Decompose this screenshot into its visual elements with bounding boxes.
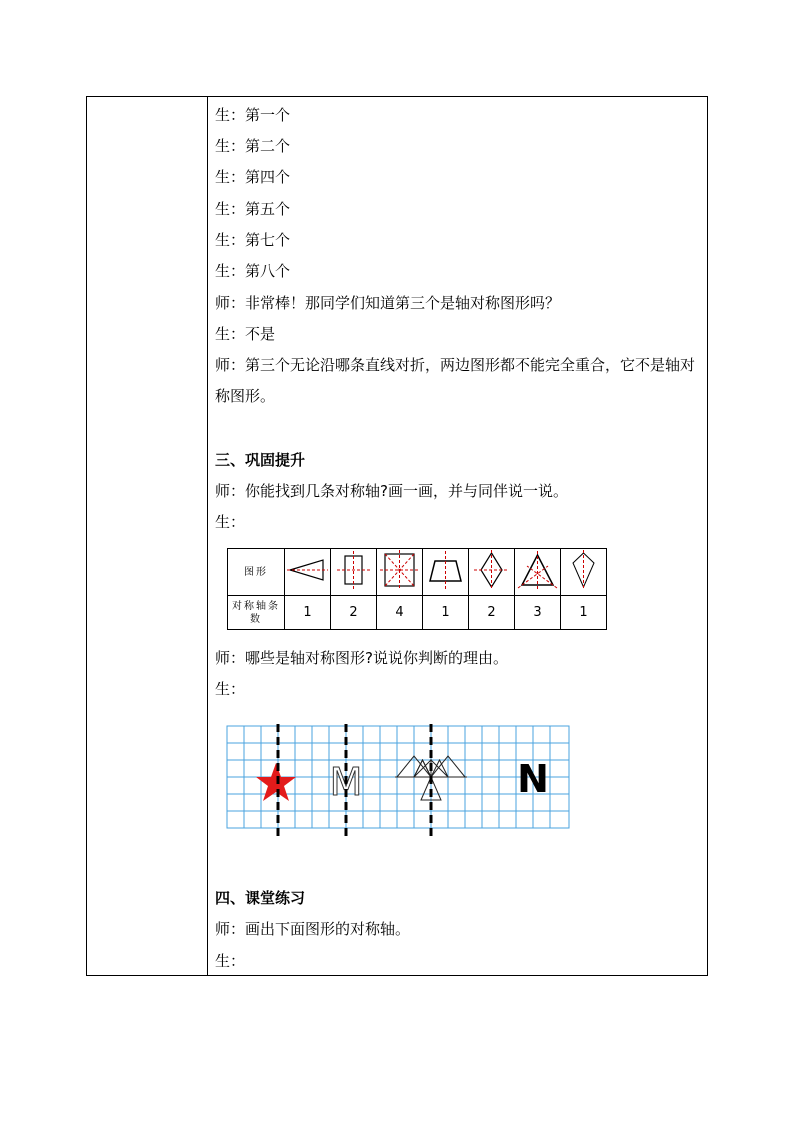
dialogue-line: 生：第二个 (215, 137, 291, 155)
table-cell-count: 2 (469, 596, 515, 630)
equilateral-triangle-icon (515, 549, 560, 591)
table-cell-count: 4 (377, 596, 423, 630)
student-answer: 生： (215, 680, 246, 698)
table-cell-shape (561, 549, 607, 596)
letter-m: M (329, 760, 363, 804)
table-cell-shape (469, 549, 515, 596)
trapezoid-icon (423, 549, 468, 591)
rhombus-icon (469, 549, 514, 591)
table-cell-shape (377, 549, 423, 596)
kite-icon (561, 549, 606, 591)
column-divider (207, 97, 208, 975)
section-heading-3: 三、巩固提升 (215, 451, 306, 469)
teacher-question: 师：哪些是轴对称图形?说说你判断的理由。 (215, 649, 508, 667)
teacher-question: 师：画出下面图形的对称轴。 (215, 920, 411, 938)
table-cell-count: 1 (423, 596, 469, 630)
table-cell-count: 2 (331, 596, 377, 630)
dialogue-line: 生：第一个 (215, 106, 291, 124)
dialogue-line: 生：第八个 (215, 262, 291, 280)
table-cell-count: 3 (515, 596, 561, 630)
rectangle-icon (331, 549, 376, 591)
table-cell-shape (515, 549, 561, 596)
symmetry-axes-table (227, 548, 607, 630)
square-icon (377, 549, 422, 591)
table-cell-shape (285, 549, 331, 596)
dialogue-line: 生：第七个 (215, 231, 291, 249)
table-label-axis-count: 对称轴条数 (228, 596, 285, 630)
table-cell-shape (423, 549, 469, 596)
triangle-arrow-icon (285, 549, 330, 591)
teacher-question: 师：你能找到几条对称轴?画一画，并与同伴说一说。 (215, 482, 568, 500)
dialogue-line: 生：不是 (215, 325, 276, 343)
table-label-shape: 图形 (228, 549, 285, 596)
dialogue-line: 生：第四个 (215, 168, 291, 186)
grid-figure (225, 724, 571, 836)
dialogue-paragraph: 师：第三个无论沿哪条直线对折，两边图形都不能完全重合，它不是轴对称图形。 (215, 356, 696, 405)
student-answer: 生： (215, 513, 246, 531)
table-cell-count: 1 (561, 596, 607, 630)
dialogue-line: 生：第五个 (215, 200, 291, 218)
table-cell-count: 1 (285, 596, 331, 630)
dialogue-line: 师：非常棒！那同学们知道第三个是轴对称图形吗？ (215, 294, 561, 312)
star-icon (256, 763, 296, 801)
section-heading-4: 四、课堂练习 (215, 889, 306, 907)
letter-n: N (517, 757, 549, 801)
document-table-frame (86, 96, 708, 976)
table-cell-shape (331, 549, 377, 596)
student-answer: 生： (215, 952, 246, 970)
